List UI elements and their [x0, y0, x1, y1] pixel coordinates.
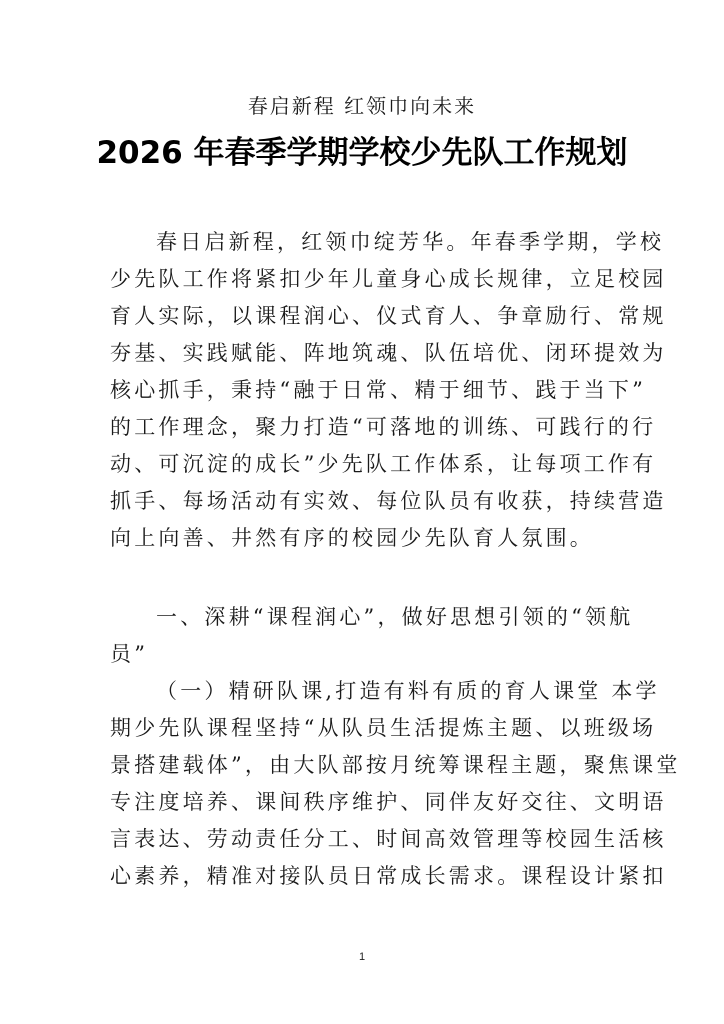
paragraph-line: 夯基、实践赋能、阵地筑魂、队伍培优、闭环提效为 — [110, 341, 667, 365]
paragraph-line: 专注度培养、课间秩序维护、同伴友好交往、文明语 — [110, 790, 667, 814]
document-title: 2026 年春季学期学校少先队工作规划 — [96, 135, 628, 171]
paragraph-line: 少先队工作将紧扣少年儿童身心成长规律，立足校园 — [110, 267, 667, 291]
paragraph-line: 春日启新程，红领巾绽芳华。年春季学期，学校 — [156, 230, 665, 254]
paragraph-line: 言表达、劳动责任分工、时间高效管理等校园生活核 — [110, 827, 667, 851]
subsection-1-paragraph — [110, 673, 681, 895]
document-subtitle: 春启新程 红领巾向未来 — [247, 94, 477, 118]
paragraph-line: 育人实际，以课程润心、仪式育人、争章励行、常规 — [110, 304, 667, 328]
paragraph-line: 抓手、每场活动有实效、每位队员有收获，持续营造 — [110, 489, 667, 513]
paragraph-line: （一）精研队课,打造有料有质的育人课堂 本学 — [156, 679, 660, 703]
intro-paragraph — [110, 224, 667, 557]
paragraph-line: 心素养，精准对接队员日常成长需求。课程设计紧扣 — [110, 864, 667, 888]
page-number: 1 — [358, 951, 366, 963]
paragraph-line: 的工作理念，聚力打造“可落地的训练、可践行的行 — [110, 415, 657, 439]
paragraph-line: 动、可沉淀的成长”少先队工作体系，让每项工作有 — [110, 452, 657, 476]
paragraph-line: 期少先队课程坚持“从队员生活提炼主题、以班级场 — [110, 716, 657, 740]
paragraph-line: 核心抓手，秉持“融于日常、精于细节、践于当下” — [110, 378, 647, 402]
heading-line: 员” — [110, 642, 149, 666]
paragraph-line: 景搭建载体”，由大队部按月统筹课程主题，聚焦课堂 — [110, 753, 681, 777]
paragraph-line: 向上向善、井然有序的校园少先队育人氛围。 — [110, 526, 594, 550]
heading-line: 一、深耕“课程润心”，做好思想引领的“领航 — [156, 605, 634, 629]
section-1-heading — [110, 599, 634, 673]
